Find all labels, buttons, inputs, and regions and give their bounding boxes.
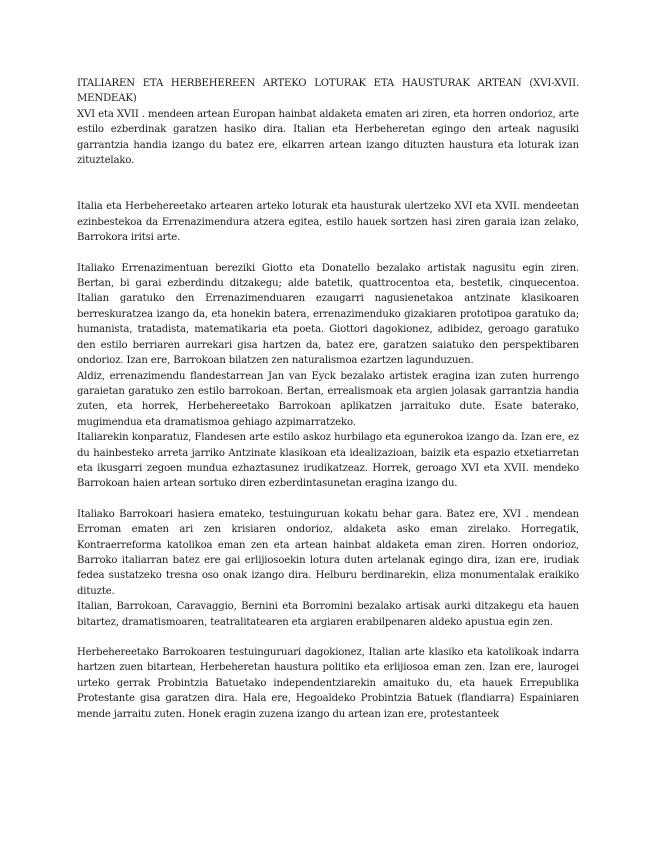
paragraph-italian-artists: Italian, Barrokoan, Caravaggio, Bernini eta Borromini bezalako artisak aurki ditzakegu eta hauen bitartez, dramatismoaren, teatralitatearen eta argiaren erabilpenaren aldeko apustua egin zen. [77,601,579,628]
paragraph-spacer [77,246,579,261]
document-body [77,76,579,722]
document-title: ITALIAREN ETA HERBEHEREEN ARTEKO LOTURAK ETA HAUSTURAK ARTEAN (XVI-XVII. MENDEAK) [77,78,579,105]
paragraph-flemish-renaissance: Aldiz, errenazimendu flandestarrean Jan van Eyck bezalako artistek eragina izan zuten hurrengo garaietan garatuko zen estilo barrokoan. Bertan, errealismoak eta argien jolasak garrantzia handia zuten, eta horrek, Herbehereetako Barrokoan aplikatzen jarraituko dute. Esate baterako, mugimendua eta dramatismoa gehiago azpimarratzeko. [77,370,579,428]
paragraph-italian-renaissance: Italiako Errenazimentuan bereziki Giotto eta Donatello bezalako artistak nagusitu egin ziren. Bertan, bi garai ezberdindu ditzakegu; alde batetik, quattrocentoa eta, bestetik, cinquecentoa. Italian garatuko den Errenazimenduaren ezaugarri nagusienetakoa antzinate klasikoaren berreskuratzea izango da, eta honekin batera, errenazimenduko gizakiaren prototipoa garatuko da; humanista, tratadista, matematikaria eta poeta. Giottori dagokionez, adibidez, geroago garatuko den estilo berriaren aurrekari gisa hartzen da, batez ere, garatzen saiatuko den perspektibaren ondorioz. Izan ere, Barrokoan bilatzen zen naturalismoa ezartzen lagunduzuen. [77,262,579,367]
paragraph-comparison: Italiarekin konparatuz, Flandesen arte estilo askoz hurbilago eta egunerokoa izango da. Izan ere, ez du hainbesteko arreta jarriko Antzinate klasikoan eta idealizazioan, baizik eta espazio etxetiarretan eta ikusgarri zegoen mundua ezhaztasunez irudikatzeaz. Horrek, geroago XVI eta XVII. mendeko Barrokoan haien artean sortuko diren ezberdintasunetan eragina izango du. [77,432,579,490]
paragraph-dutch-baroque: Herbehereetako Barrokoaren testuinguruari dagokionez, Italian arte klasiko eta katolikoak indarra hartzen zuen bitartean, Herbeheretan haustura politiko eta erlijiosoa eman zen. Izan ere, laurogei urteko gerrak Probintzia Batuetako independentziarekin amaituko du, eta hauek Errepublika Protestante gisa garatzen dira. Hala ere, Hegoaldeko Probintzia Batuek (flandiarra) Espainiaren mende jarraitu zuten. Honek eragin zuzena izango du artean izan ere, protestanteek [77,647,579,720]
paragraph-spacer [77,492,579,507]
paragraph-intro: XVI eta XVII . mendeen artean Europan hainbat aldaketa ematen ari ziren, eta horren ondorioz, arte estilo ezberdinak garatzen hasiko dira. Italian eta Herbeheretan egingo den arteak nagusiki garrantzia handia izango du batez ere, elkarren artean izango dituzten haustura eta loturak izan zituztelako. [77,108,579,167]
paragraph-context: Italia eta Herbehereetako artearen arteko loturak eta hausturak ulertzeko XVI eta XVII. mendeetan ezinbestekoa da Errenazimendura atzera egitea, estilo hauek sortzen hasi ziren garaia izan zelako, Barrokora iritsi arte. [77,201,579,244]
paragraph-italian-baroque: Italiako Barrokoari hasiera emateko, testuinguruan kokatu behar gara. Batez ere, XVI . mendean Erroman ematen ari zen krisiaren ondorioz, aldaketa asko eman zirelako. Horregatik, Kontraerreforma katolikoa eman zen eta artean hainbat aldaketa eman ziren. Horren ondorioz, Barroko italiarran batez ere gai erlijiosoekin lotura duten artelanak egingo dira, izan ere, irudiak fedea sustatzeko tresna oso onak izango dira. Helburu berdinarekin, eliza monumentalak eraikiko dituzte. [77,508,579,597]
paragraph-spacer [77,168,579,199]
paragraph-spacer [77,630,579,645]
